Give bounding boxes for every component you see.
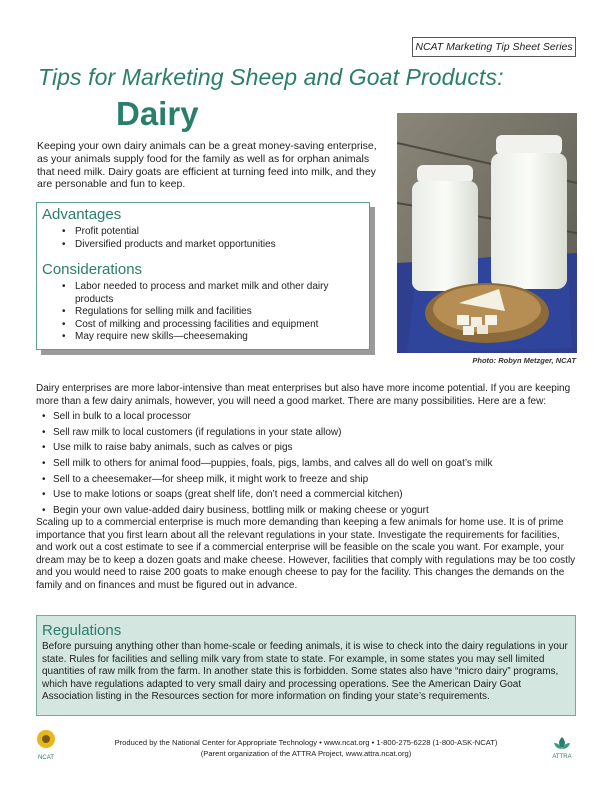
page-subtitle: Dairy xyxy=(116,95,199,132)
page-title: Tips for Marketing Sheep and Goat Products: xyxy=(38,64,504,90)
milk-jars-photo-icon xyxy=(397,113,577,353)
sunflower-logo-icon xyxy=(36,728,56,762)
list-item: • Begin your own value-added dairy business, bottling milk or making cheese or yogurt xyxy=(36,503,576,519)
list-item: • Sell to a cheesemaker—for sheep milk, it might work to freeze and ship xyxy=(36,472,576,488)
ncat-logo-text: NCAT xyxy=(38,755,54,761)
list-item: • Sell milk to others for animal food—puppies, foals, pigs, lambs, and calves all do well on goat’s milk xyxy=(36,456,576,472)
considerations-list xyxy=(37,281,342,344)
advantages-heading: Advantages xyxy=(42,206,122,223)
list-item: • Sell raw milk to local customers (if regulations in your state allow) xyxy=(36,425,576,441)
footer xyxy=(96,738,516,759)
list-item: • Use milk to raise baby animals, such as calves or pigs xyxy=(36,440,576,456)
footer-line-1: Produced by the National Center for Appropriate Technology • www.ncat.org • 1-800-275-6228 (1-800-ASK-NCAT) xyxy=(114,738,498,747)
advantages-list xyxy=(37,226,357,251)
list-item: • Profit potential xyxy=(37,226,357,239)
list-item: • Use to make lotions or soaps (great shelf life, don’t need a commercial kitchen) xyxy=(36,487,576,503)
regulations-text: Before pursuing anything other than home-scale or feeding animals, it is wise to check into the dairy regulations in your state. Rules for facilities and selling milk vary from state to state. For example, in some states you may sell limited quantities of raw milk from the farm. In another state this is forbidden. Some states also have “micro dairy” programs, which have regulations adapted to very small dairy and processing operations. See the American Dairy Goat Association listing in the Resources section for more information on finding your state’s requirements. xyxy=(42,641,568,703)
list-item: • May require new skills—cheesemaking xyxy=(37,331,342,344)
list-item: • Diversified products and market opportunities xyxy=(37,239,357,252)
list-item: • Regulations for selling milk and facilities xyxy=(37,306,342,319)
attra-sprout-logo-icon xyxy=(549,734,575,760)
considerations-heading: Considerations xyxy=(42,261,143,278)
advantages-considerations-box xyxy=(36,202,370,350)
regulations-heading: Regulations xyxy=(42,622,122,639)
footer-line-2: (Parent organization of the ATTRA Project, www.attra.ncat.org) xyxy=(200,748,412,758)
possibilities-list xyxy=(36,409,576,519)
regulations-box xyxy=(36,615,576,716)
list-item: • Cost of milking and processing facilities and equipment xyxy=(37,319,342,332)
body-paragraph-2: Scaling up to a commercial enterprise is much more demanding than keeping a few animals for home use. It is of prime importance that you first learn about all the relevant regulations in your state. Investigate the requirements for facilities, and work out a cost estimate to see if a commercial enterprise will be feasible on the scale you want. For example, your dream may be to keep a dozen goats and make cheese. However, facilities that comply with regulations may be too costly and you would need to raise 200 goats to make enough cheese to pay for the facility. This changes the demands on the family and on finances and must be figured out in advance. xyxy=(36,517,576,591)
attra-logo-text: ATTRA xyxy=(552,754,572,760)
list-item: • Sell in bulk to a local processor xyxy=(36,409,576,425)
intro-paragraph: Keeping your own dairy animals can be a great money-saving enterprise, as your animals supply food for the family as well as for orphan animals that need milk. Dairy goats are efficient at turning feed into milk, and they are personable and fun to keep. xyxy=(37,140,377,191)
body-paragraph-1: Dairy enterprises are more labor-intensive than meat enterprises but also have more income potential. If you are keeping more than a few dairy animals, however, you will need a good market. There are many possibilities. Here are a few: xyxy=(36,383,571,407)
series-tag: NCAT Marketing Tip Sheet Series xyxy=(412,37,576,57)
ncat-logo xyxy=(36,728,56,762)
photo-credit: Photo: Robyn Metzger, NCAT xyxy=(472,356,576,365)
attra-logo xyxy=(549,734,575,760)
dairy-photo xyxy=(397,113,577,353)
list-item: • Labor needed to process and market milk and other dairy products xyxy=(37,281,342,306)
